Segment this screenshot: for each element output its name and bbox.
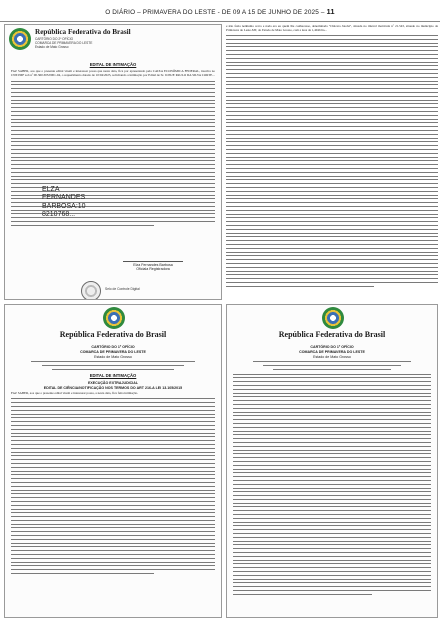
- right-column-text-start: e não fazia nenhuma cerca e nada era eu quem lhe conhecesse, denominada "Chácara Jatobá", situada no imóvel matrícula nº 21.543, situado no município de Primavera do Leste-MT, do Estado de Mato Grosso, com a área de 1,4046 ha...: [226, 24, 438, 33]
- notice-body-lines: [227, 374, 437, 595]
- comarca-name: COMARCA DE PRIMAVERA DO LESTE: [80, 350, 146, 354]
- state-name: Estado de Mato Grosso: [35, 45, 69, 49]
- notice-subtitle: EXECUÇÃO EXTRAJUDICIAL: [87, 380, 139, 385]
- sig-line-1: ELZA: [42, 186, 60, 193]
- office-name: CARTÓRIO DO 2º OFÍCIO: [35, 37, 74, 41]
- right-column: [226, 24, 438, 289]
- right-column-lines: [226, 35, 438, 287]
- notice-top-header: [5, 25, 221, 59]
- page-number: 11: [326, 7, 335, 16]
- digital-signature-names: [42, 186, 86, 220]
- notice-title: EDITAL DE INTIMAÇÃO: [89, 372, 137, 378]
- coat-of-arms-icon: [103, 307, 125, 329]
- header-line: O DIÁRIO – PRIMAVERA DO LESTE - DE 09 A 15 DE JUNHO DE 2025 – 11: [105, 7, 335, 16]
- seal-label: Selo de Controle Digital: [105, 287, 140, 291]
- comarca-name: COMARCA DE PRIMAVERA DO LESTE: [35, 41, 93, 45]
- digital-seal-icon: [81, 281, 101, 300]
- notice-title: EDITAL DE INTIMAÇÃO: [89, 62, 137, 67]
- republic-title: República Federativa do Brasil: [59, 330, 167, 339]
- header-date: PRIMAVERA DO LESTE - DE 09 A 15 DE JUNHO DE 2025: [142, 9, 319, 16]
- notice-signature: [113, 261, 193, 271]
- notice-subtitle-2: EDITAL DE CIÊNCIA/NOTIFICAÇÃO NOS TERMOS DO ART 216-A LEI 13.105/2015: [43, 385, 183, 390]
- office-address-lines: [227, 361, 437, 370]
- office-address-lines: [5, 361, 221, 370]
- coat-of-arms-icon: [322, 307, 344, 329]
- notice-bottom-left: [4, 304, 222, 618]
- republic-title: República Federativa do Brasil: [278, 330, 386, 339]
- notice-bl-header: [5, 305, 221, 345]
- state-name: Estado de Mato Grosso: [313, 355, 351, 359]
- notice-bottom-right: [226, 304, 438, 618]
- notice-body-lines: [5, 81, 221, 226]
- comarca-name: COMARCA DE PRIMAVERA DO LESTE: [299, 350, 365, 354]
- notice-body-start: FAZ SABER, aos que o presente edital virem e interessar possa, a nesta data, fica feita intimação.: [11, 390, 139, 395]
- office-name: CARTÓRIO DO 1º OFÍCIO: [91, 345, 135, 349]
- newspaper-name: O DIÁRIO: [105, 9, 136, 16]
- republic-title: República Federativa do Brasil: [35, 28, 131, 36]
- notice-br-header: [227, 305, 437, 345]
- signature-name: Elza Fernandes Barbosa: [133, 263, 173, 267]
- sig-line-3: BARBOSA:10: [42, 202, 86, 210]
- notice-top: [4, 24, 222, 300]
- signature-role: Oficiala Registradora: [136, 267, 170, 271]
- notice-body-lines: [5, 398, 221, 574]
- notice-body-start: FAZ SABER, aos que o presente edital virem e interessar possa que nesta data, fica por apresentado pela CAIXA ECONÔMICA FEDERAL, inscrita no CNPJ/MF sob nº 00.360.305/0001-04, o requerimento datado de 10/04/2025, solicitando a intimação por Edital de Sr. JOSUE PAULO DA SILVA CORTE...: [11, 69, 215, 77]
- coat-of-arms-icon: [9, 28, 31, 50]
- sig-line-2: FERNANDES: [42, 194, 86, 202]
- state-name: Estado de Mato Grosso: [94, 355, 132, 359]
- page-header: [0, 0, 440, 22]
- office-name: CARTÓRIO DO 1º OFÍCIO: [310, 345, 354, 349]
- sig-line-4: 8210768...: [42, 211, 76, 219]
